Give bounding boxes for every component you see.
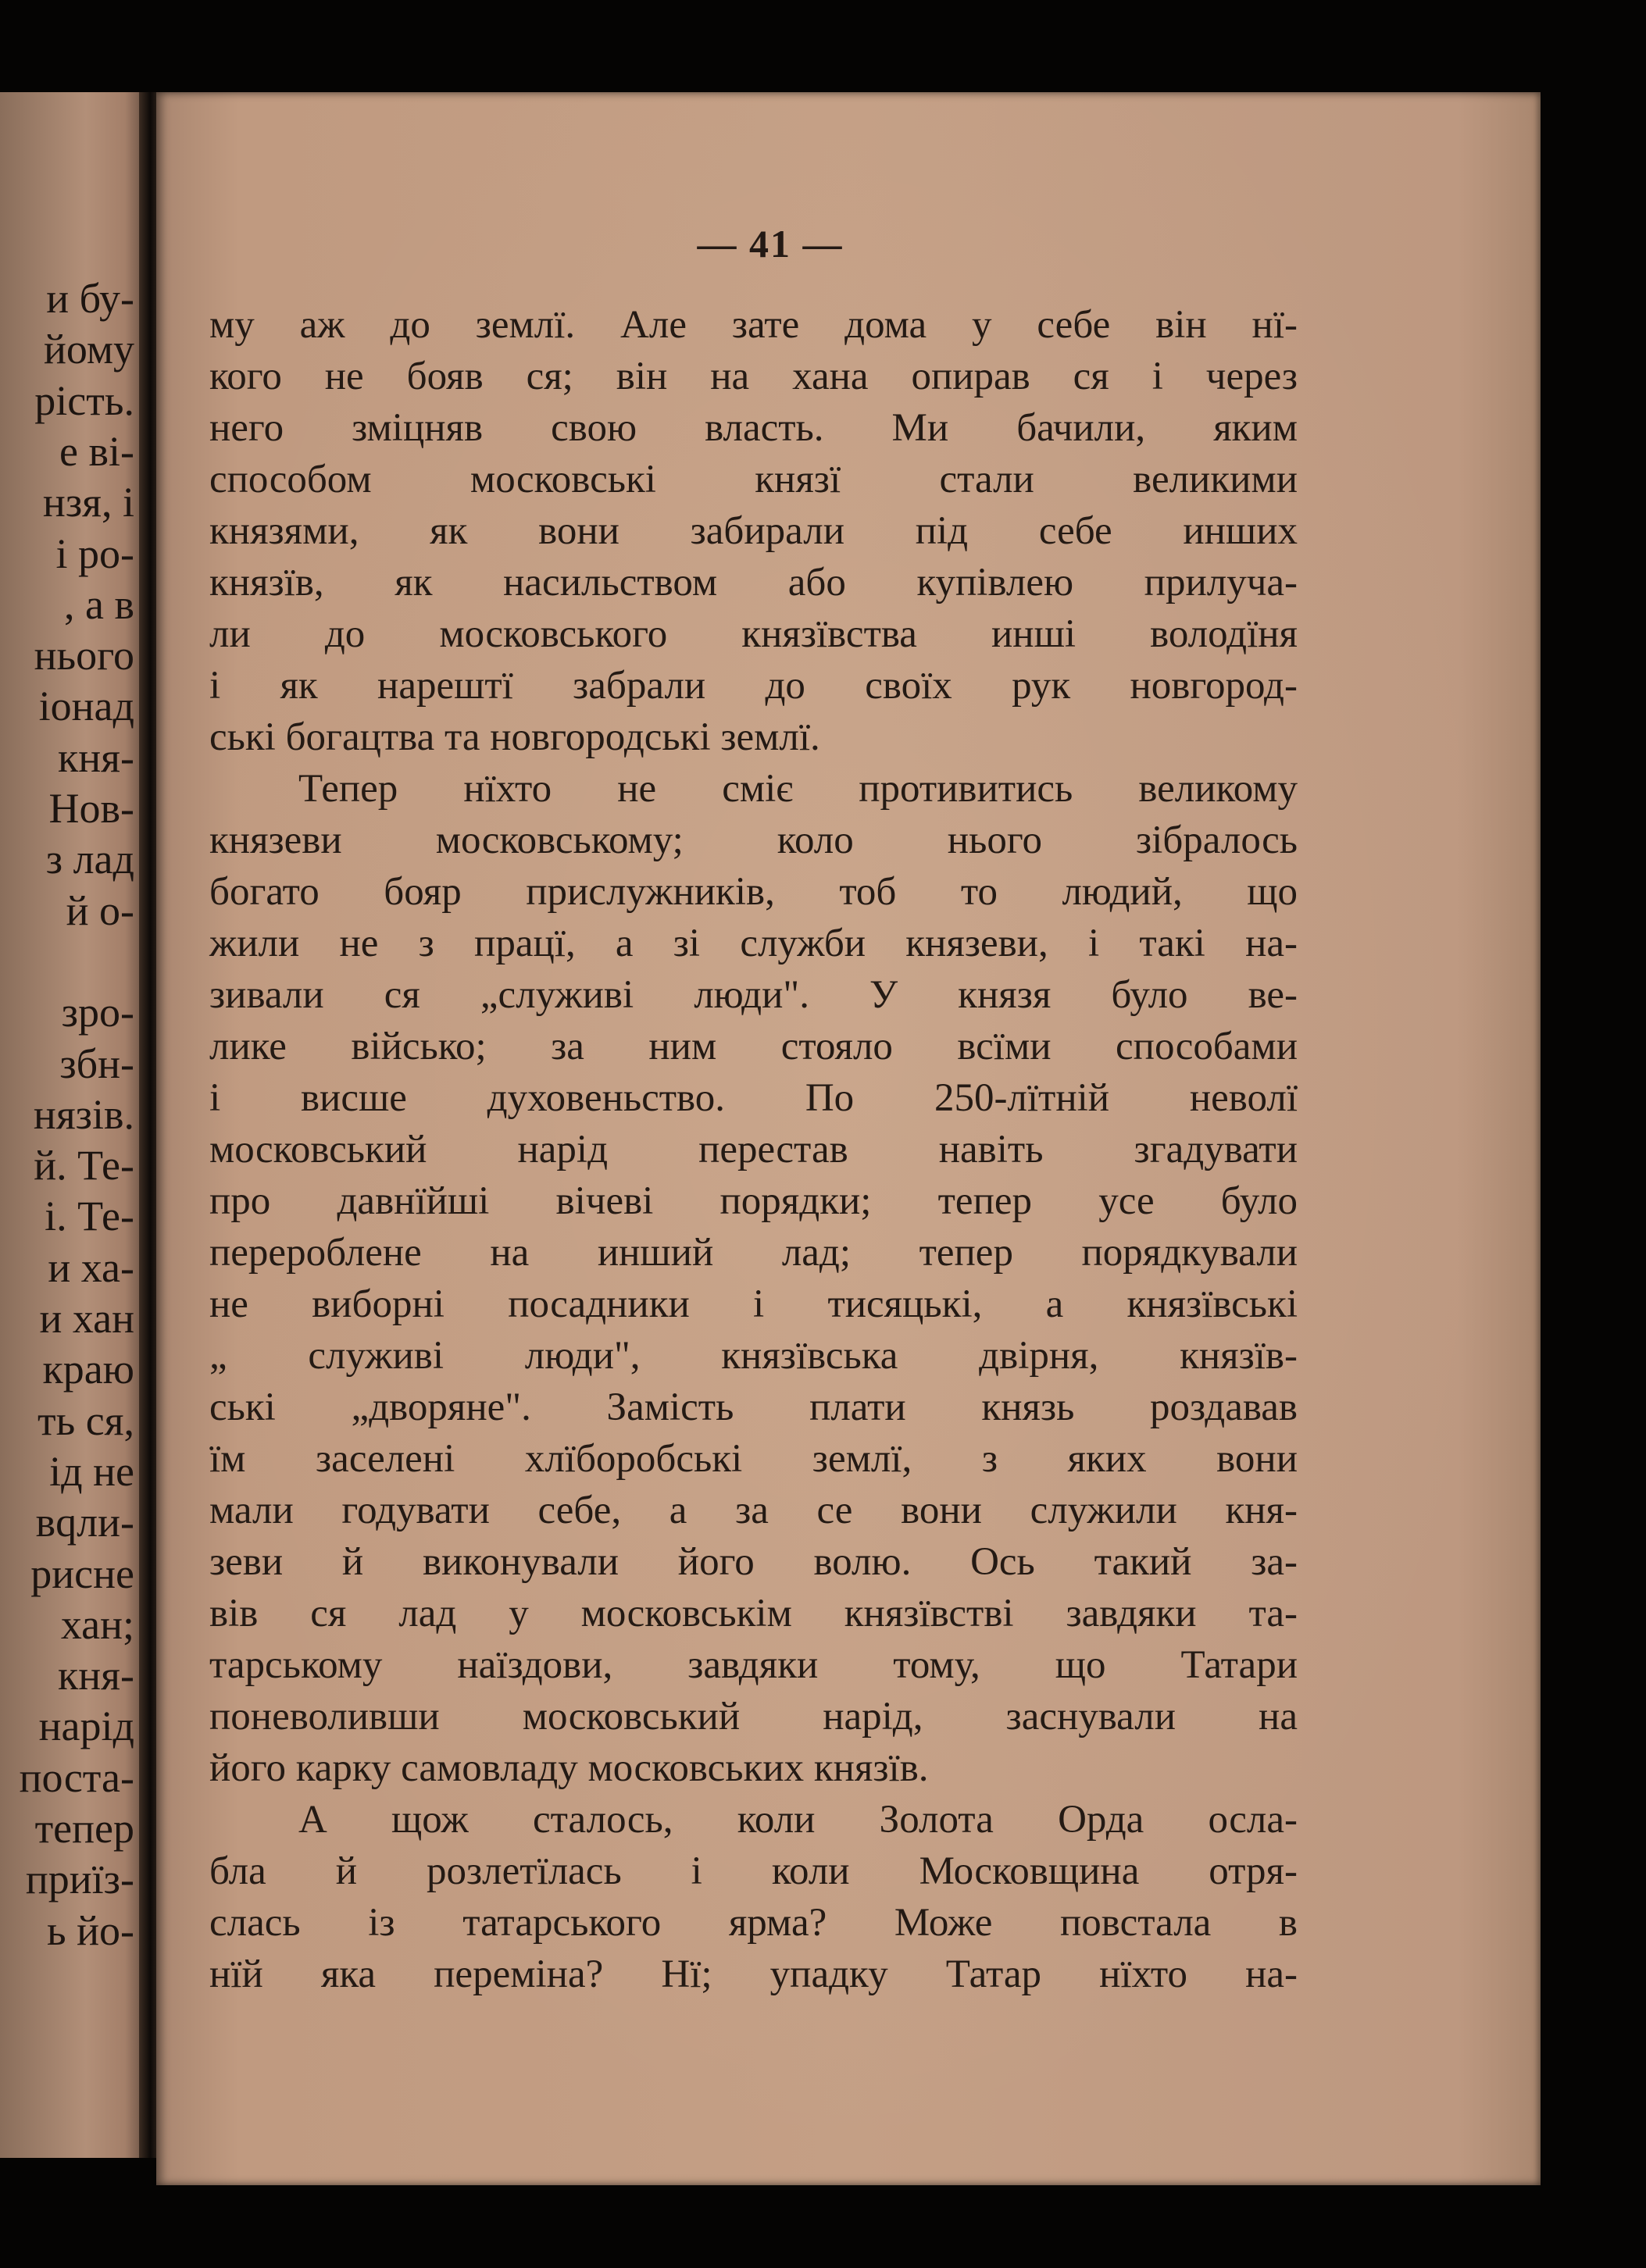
text-line: тарському наїздови, завдяки тому, що Татари	[209, 1643, 1298, 1687]
text-line: князеви московському; коло нього зібралось	[209, 818, 1298, 862]
previous-page-fragment: збн-	[59, 1040, 134, 1087]
text-line: московський нарід перестав навіть згадувати	[209, 1128, 1298, 1171]
text-line: Тепер нїхто не сміє противитись великому	[298, 767, 1298, 811]
previous-page-fragment: поста-	[19, 1753, 134, 1801]
previous-page-fragment: , а в	[64, 580, 134, 628]
text-line: слась із татарського ярма? Може повстала в	[209, 1901, 1298, 1945]
text-line: князїв, як насильством або купівлею прилуча-	[209, 561, 1298, 604]
previous-page-fragment: кня-	[58, 1652, 134, 1699]
previous-page-fragment: ь йо-	[46, 1906, 134, 1954]
book-spine	[139, 92, 158, 2158]
text-line: їм заселені хлїборобські землї, з яких вони	[209, 1437, 1298, 1481]
previous-page-fragment: тепер	[34, 1805, 134, 1852]
text-line: способом московські князї стали великими	[209, 458, 1298, 501]
previous-page-fragment: нзя, і	[42, 479, 134, 526]
text-line: його карку самовладу московських князїв.	[209, 1746, 929, 1790]
text-line: не виборні посадники і тисяцькі, а князївські	[209, 1282, 1298, 1326]
previous-page-fragment: ть ся,	[37, 1396, 134, 1444]
text-line: ли до московського князївства инші володїня	[209, 612, 1298, 656]
text-line: поневоливши московський нарід, заснували на	[209, 1695, 1298, 1738]
previous-page-fragment: и хан	[39, 1295, 134, 1342]
previous-page-fragment: і. Те-	[45, 1193, 134, 1240]
text-line: перероблене на инший лад; тепер порядкували	[209, 1231, 1298, 1275]
text-line: нїй яка переміна? Нї; упадку Татар нїхто на-	[209, 1952, 1298, 1996]
previous-page-fragment: й. Те-	[34, 1142, 134, 1189]
text-line: і як нарештї забрали до своїх рук новгород-	[209, 664, 1298, 708]
text-line: лике військо; за ним стояло всїми способами	[209, 1025, 1298, 1068]
previous-page-fragment: іонад	[38, 683, 134, 730]
previous-page-fragment: рість.	[34, 376, 134, 424]
book-page	[156, 92, 1541, 2185]
previous-page-fragment: е ві-	[59, 427, 134, 475]
page-number: — 41 —	[697, 222, 844, 266]
previous-page-fragment: й о-	[66, 886, 134, 934]
previous-page-fragment: зро-	[61, 989, 134, 1036]
text-line: богато бояр прислужників, тоб то людий, що	[209, 870, 1298, 914]
text-line: ські богацтва та новгородські землї.	[209, 715, 820, 759]
previous-page-fragment: краю	[42, 1346, 134, 1393]
previous-page-fragment: приїз-	[25, 1856, 134, 1903]
previous-page-fragment: кня-	[58, 733, 134, 781]
previous-page-fragment: хан;	[60, 1600, 134, 1648]
text-line: князями, як вони забирали під себе инших	[209, 509, 1298, 553]
previous-page-fragment: ід не	[49, 1447, 134, 1495]
text-line: вів ся лад у московськім князївстві завдяки та-	[209, 1592, 1298, 1635]
previous-page-fragment: з лад	[45, 836, 134, 883]
previous-page-fragment: Нов-	[48, 785, 134, 832]
text-line: кого не бояв ся; він на хана опирав ся і через	[209, 355, 1298, 398]
previous-page-fragment: нязів.	[33, 1090, 134, 1138]
text-line: мали годувати себе, а за се вони служили кня-	[209, 1489, 1298, 1532]
text-line: жили не з працї, а зі служби князеви, і такі на-	[209, 922, 1298, 965]
text-line: зивали ся „служиві люди". У князя було ве-	[209, 973, 1298, 1017]
text-line: і висше духовеньство. По 250-лїтній неволї	[209, 1076, 1298, 1120]
text-line: бла й розлетїлась і коли Московщина отря-	[209, 1849, 1298, 1893]
previous-page-fragment: вqли-	[35, 1499, 134, 1546]
text-line: „ служиві люди", князївська двірня, князїв-	[209, 1334, 1298, 1378]
text-line: А щож сталось, коли Золота Орда осла-	[298, 1798, 1298, 1842]
previous-page-fragment: йому	[43, 326, 134, 373]
previous-page-fragment: і ро-	[55, 530, 134, 577]
text-line: про давнїйші вічеві порядки; тепер усе було	[209, 1179, 1298, 1223]
body-text	[209, 299, 1298, 2000]
previous-page-fragment: и бу-	[46, 275, 134, 322]
text-line: ські „дворяне". Замість плати князь роздавав	[209, 1385, 1298, 1429]
text-line: него зміцняв свою власть. Ми бачили, яким	[209, 406, 1298, 450]
previous-page-fragment: нього	[34, 632, 134, 679]
previous-page-fragment: нарід	[38, 1703, 134, 1750]
text-line: зеви й виконували його волю. Ось такий за-	[209, 1540, 1298, 1584]
previous-page-fragment: рисне	[30, 1549, 134, 1597]
text-line: му аж до землї. Але зате дома у себе він нї-	[209, 303, 1298, 347]
previous-page-fragment: и ха-	[48, 1243, 134, 1291]
